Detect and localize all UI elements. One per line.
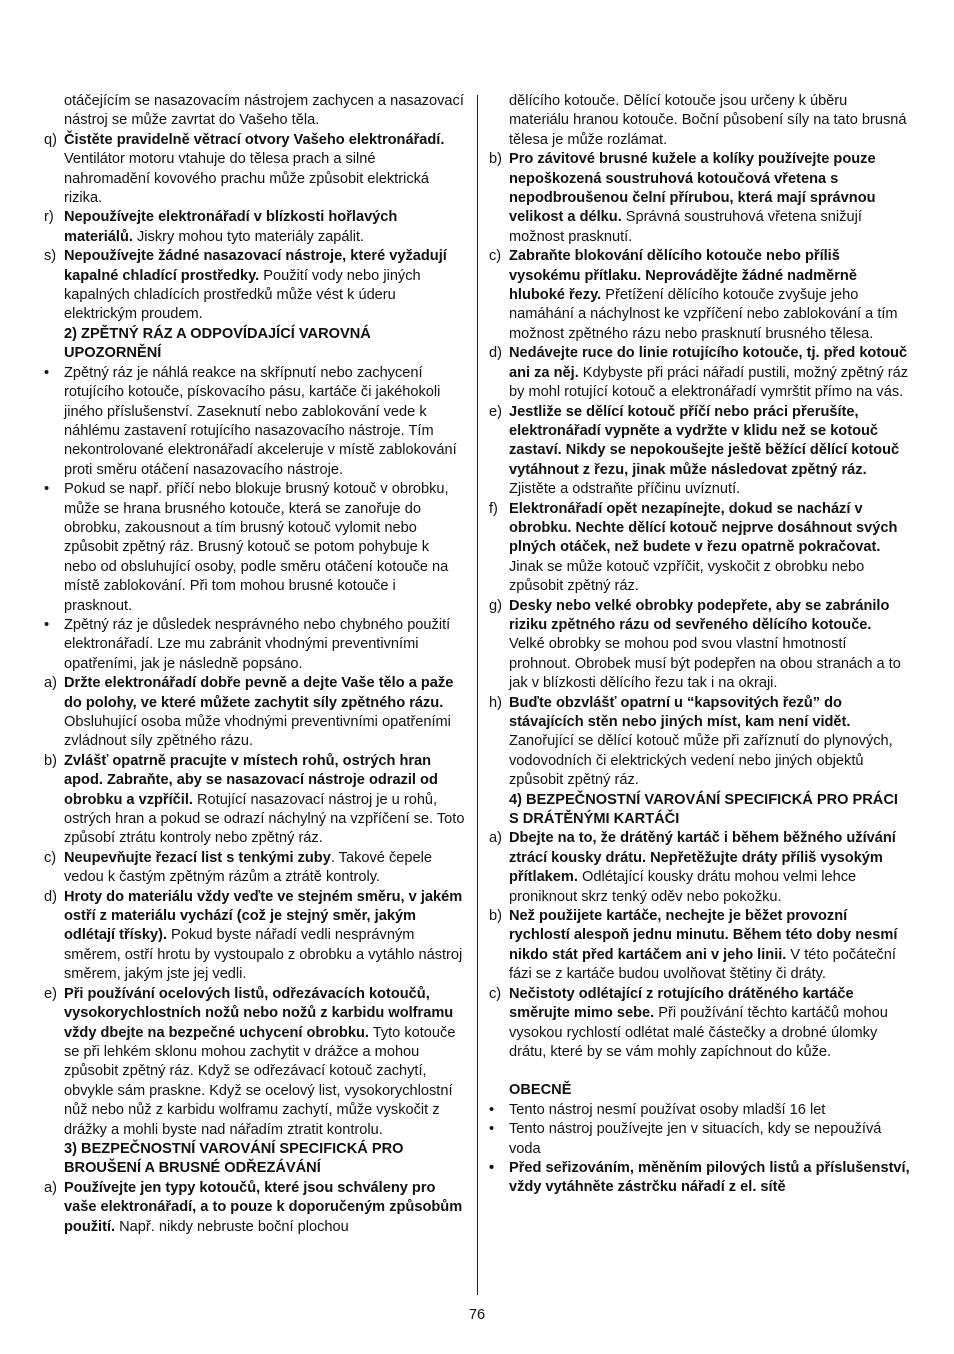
item-marker: • — [489, 1121, 495, 1138]
body-text: Např. nikdy nebruste boční plochou — [115, 1218, 349, 1235]
item-marker: b) — [489, 151, 502, 168]
body-text: Rotující nasazovací nástroj je u rohů, ostrých hran a pokud se odrazí náchylný na vzpříčení se. Toto způsobí ztrátu kontroly nebo zpětný ráz. — [64, 791, 465, 847]
item-marker: e) — [44, 985, 57, 1002]
list-item — [44, 888, 465, 985]
bold-text: Zvlášť opatrně pracujte v místech rohů, ostrých hran apod. Zabraňte, aby se nasazovací nástroje odrazil od obrobku a vzpříčil. — [64, 752, 438, 808]
paragraph — [489, 92, 911, 150]
list-item — [489, 247, 911, 344]
body-text: Zpětný ráz je náhlá reakce na skřípnutí nebo zachycení rotujícího kotouče, pískovacího pásu, kartáče či jakéhokoli jiného příslušenství. Zaseknutí nebo zablokování vede k náhlému zastavení rotujícího nasazovacího nástroje. Tím nekontrolované elektronářadí akceleruje v místě zablokování proti směru otáčení nasazovacího nástroje. — [64, 364, 457, 478]
bold-text: Pro závitové brusné kužele a kolíky používejte pouze nepoškozená soustruhová kotoučová vřetena s nepodbroušenou čelní přírubou, která mají správnou velikost a délku. — [509, 151, 876, 226]
item-marker: r) — [44, 209, 54, 226]
page-number: 76 — [468, 1307, 486, 1323]
bold-text: Čistěte pravidelně větrací otvory Vašeho elektronářadí. — [64, 131, 445, 148]
bold-text: Používejte jen typy kotoučů, které jsou schváleny pro vaše elektronářadí, a to pouze k doporučeným způsobům použití. — [64, 1179, 463, 1235]
bold-text: Dbejte na to, že drátěný kartáč i během běžného užívání ztrácí kousky drátu. Nepřetěžujte dráty příliš vysokým přítlakem. — [509, 830, 896, 886]
list-item — [489, 403, 911, 500]
body-text: Při používání těchto kartáčů mohou vysokou rychlostí odlétat malé částečky a drobné úlomky drátu, které by se vám mohly zapíchnout do kůže. — [509, 1005, 888, 1060]
body-text: Zpětný ráz je důsledek nesprávného nebo chybného použití elektronářadí. Lze mu zabránit vhodnými preventivními opatřeními, jak je následně popsáno. — [64, 616, 451, 672]
body-text: Obsluhující osoba může vhodnými preventivními opatřeními zvládnout síly zpětného rázu. — [64, 714, 451, 750]
bold-text: Zabraňte blokování dělícího kotouče nebo příliš vysokému přítlaku. Neprovádějte žádné nadměrně hluboké řezy. — [509, 248, 857, 304]
bold-text: Před seřizováním, měněním pilových listů a příslušenství, vždy vytáhněte zástrčku nářadí z el. sítě — [509, 1159, 910, 1196]
item-marker: h) — [489, 694, 502, 711]
bold-text: Nepoužívejte žádné nasazovací nástroje, které vyžadují kapalné chladící prostředky. — [64, 248, 447, 284]
section-heading: OBECNĚ — [509, 1082, 572, 1099]
list-item — [489, 344, 911, 402]
body-text: otáčejícím se nasazovacím nástrojem zachycen a nasazovací nástroj se může zavrtat do Vašeho těla. — [64, 93, 464, 129]
list-item — [44, 208, 465, 247]
list-item — [489, 1101, 911, 1120]
body-text: Velké obrobky se mohou pod svou vlastní hmotností prohnout. Obrobek musí být podepřen na obou stranách a to jak v blízkosti dělícího řezu tak i na okraji. — [509, 636, 901, 692]
item-marker: • — [44, 616, 50, 633]
bold-text: Jestliže se dělící kotouč příčí nebo práci přerušíte, elektronářadí vypněte a vydržte v klidu než se kotouč zastaví. Nikdy se nepokoušejte ještě běžící dělící kotouč vytáhnout z řezu, jinak může následovat zpětný ráz. — [509, 403, 900, 478]
list-item — [489, 694, 911, 791]
body-text: dělícího kotouče. Dělící kotouče jsou určeny k úběru materiálu hranou kotouče. Boční působení síly na tato brusná tělesa je může rozlámat. — [509, 93, 907, 148]
paragraph — [44, 92, 465, 131]
item-marker: f) — [489, 500, 498, 517]
item-marker: a) — [489, 830, 502, 847]
body-text: Jinak se může kotouč vzpříčit, vyskočit z obrobku nebo způsobit zpětný ráz. — [509, 558, 865, 595]
item-marker: g) — [489, 597, 502, 614]
list-item — [44, 616, 465, 674]
bold-text: Nepoužívejte elektronářadí v blízkosti hořlavých materiálů. — [64, 209, 398, 245]
left-column — [44, 92, 465, 1237]
item-marker: c) — [489, 985, 502, 1002]
list-item — [489, 1159, 911, 1198]
body-text: Ventilátor motoru vtahuje do tělesa prach a silné nahromadění kovového prachu může způsobit elektrická rizika. — [64, 151, 430, 207]
item-marker: • — [44, 364, 50, 381]
body-text: Zanořující se dělící kotouč může při zaříznutí do plynových, vodovodních či elektrických vedení nebo jiných objektů způsobit zpětný ráz. — [509, 733, 893, 789]
item-marker: c) — [489, 248, 502, 265]
section-heading: 2) ZPĚTNÝ RÁZ A ODPOVÍDAJÍCÍ VAROVNÁ UPOZORNĚNÍ — [64, 325, 371, 362]
body-text: Odlétající kousky drátu mohou velmi lehce proniknout skrz tenký oděv nebo pokožku. — [509, 869, 857, 905]
bold-text: Držte elektronářadí dobře pevně a dejte Vaše tělo a paže do polohy, ve které můžete zachytit síly zpětného rázu. — [64, 675, 454, 711]
list-item — [489, 1120, 911, 1159]
body-text: Tento nástroj používejte jen v situacích, kdy se nepoužívá voda — [509, 1121, 882, 1157]
body-text: Jiskry mohou tyto materiály zapálit. — [132, 228, 365, 245]
bold-text: Hroty do materiálu vždy veďte ve stejném směru, v jakém ostří z materiálu vychází (což je stejný směr, jakým odlétají třísky). — [64, 888, 463, 944]
item-marker: • — [44, 481, 50, 498]
item-marker: e) — [489, 403, 502, 420]
bold-text: Desky nebo velké obrobky podepřete, aby se zabránilo riziku zpětného rázu od sevřeného dělícího kotouče. — [509, 597, 890, 633]
section-heading: 4) BEZPEČNOSTNÍ VAROVÁNÍ SPECIFICKÁ PRO PRÁCI S DRÁTĚNÝMI KARTÁČI — [509, 791, 898, 828]
list-item — [489, 829, 911, 907]
bold-text: Než použijete kartáče, nechejte je běžet provozní rychlostí alespoň jednu minutu. Během této doby nesmí nikdo stát před kartáčem ani v jeho linii. — [509, 908, 898, 963]
list-item — [489, 907, 911, 985]
bold-text: Nedávejte ruce do linie rotujícího kotouče, tj. před kotouč ani za něj. — [509, 345, 908, 381]
body-text: Tyto kotouče se při lehkém sklonu mohou zachytit v drážce a mohou způsobit zpětný ráz. Když se odřezávací kotouč zachytí, obvykle sám praskne. Když se ocelový list, vysokorychlostní nůž nebo nůž z karbidu wolframu zachytí, může vyskočit z drážky a mohli byste nad nářadím ztratit kontrolu. — [64, 1024, 456, 1138]
body-text: . Takové čepele vedou k častým zpětným rázům a ztrátě kontroly. — [64, 849, 432, 886]
item-marker: b) — [44, 752, 57, 769]
section-heading: 3) BEZPEČNOSTNÍ VAROVÁNÍ SPECIFICKÁ PRO BROUŠENÍ A BRUSNÉ ODŘEZÁVÁNÍ — [64, 1140, 404, 1177]
list-item — [489, 500, 911, 597]
body-text: Kdybyste při práci nářadí pustili, možný zpětný ráz by mohl rotující kotouč a elektronářadí vymrštit přímo na vás. — [509, 364, 909, 401]
body-text: V této počáteční fázi se z kartáče budou uvolňovat štětiny či dráty. — [509, 946, 896, 983]
body-text: Pokud se např. příčí nebo blokuje brusný kotouč v obrobku, může se hrana brusného kotouče, která se zanořuje do obrobku, zakousnout a tím brusný kotouč vylomit nebo způsobit zpětný ráz. Brusný kotouč se potom pohybuje k nebo od obsluhující osoby, podle směru otáčení kotouče na místě zablokování. Při tom mohou brusné kotouče i prasknout. — [64, 481, 449, 614]
item-marker: s) — [44, 248, 57, 265]
item-marker: a) — [44, 675, 57, 692]
body-text: Použití vody nebo jiných kapalných chladících prostředků může vést k úderu elektrickým proudem. — [64, 267, 421, 323]
item-marker: • — [489, 1159, 495, 1176]
column-divider — [477, 95, 478, 1295]
list-item — [489, 597, 911, 694]
list-item — [44, 1179, 465, 1237]
bold-text: Elektronářadí opět nezapínejte, dokud se nachází v obrobku. Nechte dělící kotouč nejprve dosáhnout svých plných otáček, než budete v řezu opatrně pokračovat. — [509, 500, 898, 556]
item-marker: q) — [44, 131, 57, 148]
list-item — [44, 849, 465, 888]
body-text: Přetížení dělícího kotouče zvyšuje jeho namáhání a náchylnost ke vzpříčení nebo zablokování a tím možnost zpětného rázu nebo prasknutí brusného tělesa. — [509, 287, 898, 342]
list-item — [44, 674, 465, 752]
list-item — [44, 480, 465, 616]
list-item — [44, 247, 465, 325]
bold-text: Buďte obzvlášť opatrní u “kapsovitých řezů” do stávajících stěn nebo jiných míst, kam není vidět. — [509, 694, 851, 730]
item-marker: • — [489, 1101, 495, 1118]
list-item — [44, 985, 465, 1140]
item-marker: d) — [489, 345, 502, 362]
body-text: Tento nástroj nesmí používat osoby mladší 16 let — [509, 1101, 826, 1118]
list-item — [489, 150, 911, 247]
bold-text: Při používání ocelových listů, odřezávacích kotoučů, vysokorychlostních nožů nebo nožů z karbidu wolframu vždy dbejte na bezpečné uchycení obrobku. — [64, 985, 454, 1041]
item-marker: d) — [44, 888, 57, 905]
list-item — [489, 985, 911, 1063]
list-item — [44, 131, 465, 209]
bold-text: Nečistoty odlétající z rotujícího drátěného kartáče směrujte mimo sebe. — [509, 985, 854, 1022]
right-column — [489, 92, 911, 1198]
list-item — [44, 364, 465, 480]
body-text: Zjistěte a odstraňte příčinu uvíznutí. — [509, 481, 741, 498]
body-text: Správná soustruhová vřetena snižují možnost prasknutí. — [509, 209, 862, 245]
item-marker: c) — [44, 849, 57, 866]
item-marker: b) — [489, 908, 502, 925]
item-marker: a) — [44, 1179, 57, 1196]
bold-text: Neupevňujte řezací list s tenkými zuby — [64, 849, 331, 866]
spacer — [489, 1062, 911, 1081]
body-text: Pokud byste nářadí vedli nesprávným směrem, ostří hrotu by vystoupalo z obrobku a vytáhlo nástroj směrem, jakým jste jej vedli. — [64, 927, 463, 983]
list-item — [44, 752, 465, 849]
